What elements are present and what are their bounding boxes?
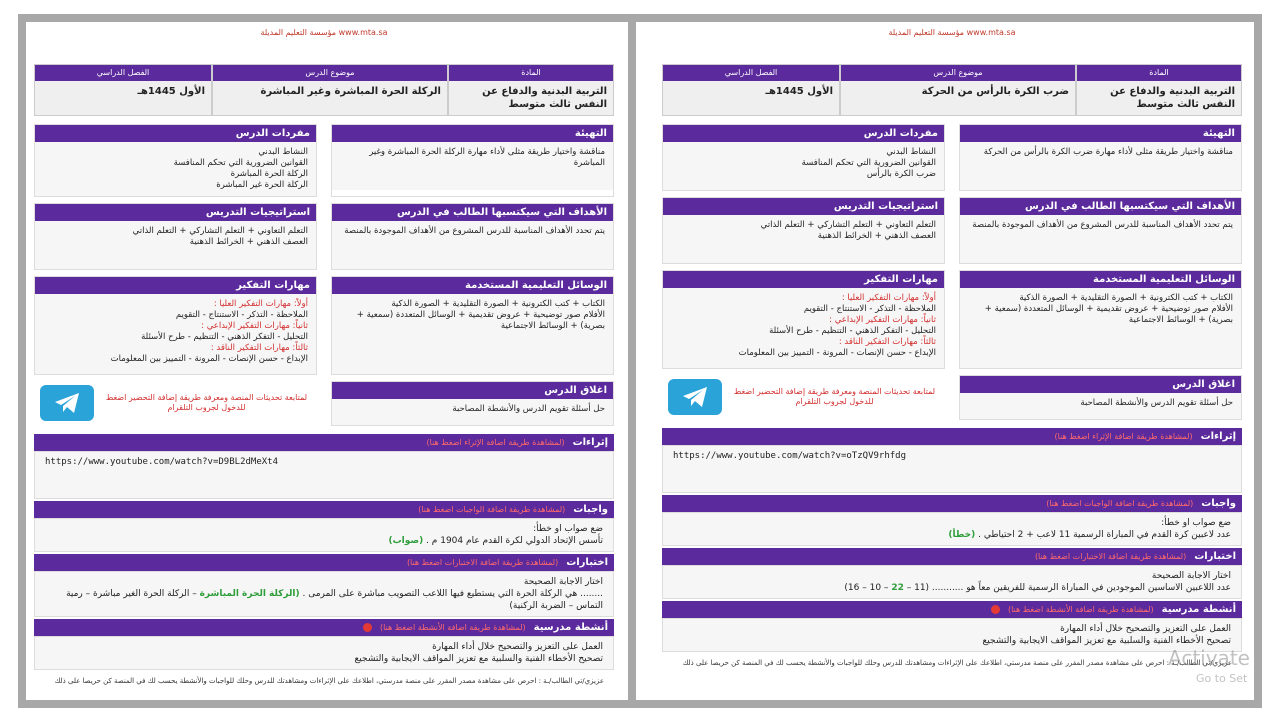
activities-body [34, 636, 614, 670]
card-line: النشاط البدني [886, 147, 936, 157]
activity-line: العمل على التعزيز والتصحيح خلال أداء المهارة [1060, 624, 1231, 634]
meta-head: موضوع الدرس [213, 65, 447, 81]
card-line: ثانياً: مهارات التفكير الإبداعي : [829, 315, 936, 325]
card-line: الأفلام صور توضيحية + عروض تقديمية + الوسائل المتعددة (سمعية + بصرية) + الوسائط الاجتماعية [984, 304, 1233, 325]
homework-body [34, 518, 614, 552]
answer-text: (خطأ) [948, 530, 976, 540]
section-band [34, 501, 614, 518]
card-warmup [331, 124, 614, 197]
question-line [673, 582, 1231, 594]
student-note: عزيزي/تي الطالب/ـة : احرص على مشاهدة مصدر المقرر على منصة مدرستي، اطلاعك على الإثراءات ومشاهدتك للدرس وحلك للواجبات والأنشطة يحسب لك في المنصة كن حريصا على ذلك [54, 677, 604, 685]
card-line: ضرب الكرة بالرأس [866, 169, 936, 179]
card-line: الكتاب + كتب الكترونية + الصورة التقليدية + الصورة الذكية [1019, 293, 1233, 303]
card-closing [959, 375, 1242, 420]
section-hint-link[interactable]: (لمشاهدة طريقة اضافة الاختبارات اضغط هنا) [1034, 552, 1187, 561]
meta-semester [662, 64, 840, 116]
card-warmup [959, 124, 1242, 191]
section-band [34, 554, 614, 571]
activities-section [34, 619, 614, 670]
card-closing [331, 381, 614, 426]
card-line: الكتاب + كتب الكترونية + الصورة التقليدية + الصورة الذكية [391, 299, 605, 309]
card-body [960, 215, 1241, 263]
enrichment-link[interactable]: https://www.youtube.com/watch?v=D9BL2dMeXt4 [34, 451, 614, 499]
section-hint-link[interactable]: (لمشاهدة طريقة اضافة الأنشطة اضغط هنا) [1007, 605, 1154, 614]
telegram-promo[interactable] [34, 381, 317, 425]
page-divider [628, 14, 636, 708]
section-hint-link[interactable]: (لمشاهدة طريقة اضافة الواجبات اضغط هنا) [1046, 499, 1194, 508]
card-body [663, 215, 944, 263]
telegram-icon[interactable] [668, 379, 722, 415]
card-line: التعلم التعاوني + التعلم التشاركي + التعلم الذاتي [760, 220, 936, 230]
card-line: الأفلام صور توضيحية + عروض تقديمية + الوسائل المتعددة (سمعية + بصرية) + الوسائط الاجتماعية [356, 310, 605, 331]
card-body [960, 288, 1241, 368]
lesson-page-right [662, 26, 1242, 694]
card-title: الوسائل التعليمية المستخدمة [332, 277, 613, 294]
section-band [34, 619, 614, 636]
card-title: اغلاق الدرس [332, 382, 613, 399]
question-text: تأسس الإتحاد الدولي لكرة القدم عام 1904 م . [426, 536, 603, 546]
question-options: – 10 – 16) [844, 583, 889, 593]
card-thinking-skills [662, 270, 945, 369]
card-title: استراتيجيات التدريس [663, 198, 944, 215]
meta-value: الأول 1445هـ [35, 81, 211, 115]
section-title: إثراءات [572, 437, 608, 448]
activities-section [662, 601, 1242, 652]
activity-line: العمل على التعزيز والتصحيح خلال أداء المهارة [432, 642, 603, 652]
card-objectives [331, 203, 614, 270]
question-options: – الركلة الحرة الغير مباشرة – رمية التماس – الضربة الركنية) [66, 589, 603, 611]
tests-section [34, 554, 614, 617]
card-line: ثانياً: مهارات التفكير الإبداعي : [201, 321, 308, 331]
card-line: أولاً: مهارات التفكير العليا : [213, 299, 308, 309]
card-line: الملاحظة - التذكر - الاستنتاج - التقويم [175, 310, 308, 320]
card-line: الركلة الحرة غير المباشرة [216, 180, 308, 190]
activities-body [662, 618, 1242, 652]
card-line: التحليل - التفكر الذهني - التنظيم - طرح الأسئلة [769, 326, 936, 336]
card-body [960, 393, 1241, 419]
card-line: مناقشة واختيار طريقة مثلى لأداء مهارة الركلة الحرة المباشرة وغير المباشرة [369, 147, 605, 168]
section-band [662, 428, 1242, 445]
meta-head: المادة [449, 65, 613, 81]
lesson-grid [34, 124, 614, 432]
question-prompt: اختار الاجابة الصحيحة [523, 577, 603, 587]
meta-topic [840, 64, 1076, 116]
card-title: الأهداف التي سيكتسبها الطالب في الدرس [332, 204, 613, 221]
telegram-icon[interactable] [40, 385, 94, 421]
card-line: ثالثاً: مهارات التفكير الناقد : [838, 337, 936, 347]
card-body [332, 221, 613, 269]
student-note: عزيزي/تي الطالب/ـة : احرص على مشاهدة مصدر المقرر على منصة مدرستي، اطلاعك على الإثراءات ومشاهدتك للدرس وحلك للواجبات والأنشطة يحسب لك في المنصة كن حريصا على ذلك [682, 659, 1232, 667]
section-hint-link[interactable]: (لمشاهدة طريقة اضافة الإثراء اضغط هنا) [426, 438, 565, 447]
section-hint-link[interactable]: (لمشاهدة طريقة اضافة الاختبارات اضغط هنا) [406, 558, 559, 567]
site-header[interactable]: www.mta.sa مؤسسة التعليم المديلة [260, 28, 388, 37]
activation-watermark: Activate [1168, 646, 1250, 670]
question-prompt: ضع صواب او خطأ: [533, 524, 603, 534]
card-line: النشاط البدني [258, 147, 308, 157]
card-vocabulary [34, 124, 317, 197]
card-line: العصف الذهني + الخرائط الذهنية [817, 231, 936, 241]
card-body [663, 288, 944, 368]
card-title: اغلاق الدرس [960, 376, 1241, 393]
homework-body [662, 512, 1242, 546]
card-title: مهارات التفكير [35, 277, 316, 294]
question-prompt: اختار الاجابة الصحيحة [1151, 571, 1231, 581]
card-line: الإبداع - حسن الإنصات - المرونة - التمييز بين المعلومات [738, 348, 936, 358]
card-vocabulary [662, 124, 945, 191]
section-title: إثراءات [1200, 431, 1236, 442]
card-tools [331, 276, 614, 375]
activation-watermark-sub: Go to Set [1196, 672, 1248, 685]
answer-text: 22 [891, 583, 904, 593]
card-line: القوانين الضرورية التي تحكم المنافسة [801, 158, 936, 168]
card-tools [959, 270, 1242, 369]
card-title: مفردات الدرس [663, 125, 944, 142]
section-band [662, 548, 1242, 565]
card-line: الركلة الحرة المباشرة [230, 169, 308, 179]
meta-topic [212, 64, 448, 116]
site-header[interactable]: www.mta.sa مؤسسة التعليم المديلة [888, 28, 1016, 37]
lesson-meta [34, 64, 614, 116]
card-objectives [959, 197, 1242, 264]
question-line [673, 529, 1231, 541]
question-line [45, 535, 603, 547]
card-line: حل أسئلة تقويم الدرس والأنشطة المصاحبة [1080, 398, 1233, 408]
section-band [34, 434, 614, 451]
card-line: أولاً: مهارات التفكير العليا : [841, 293, 936, 303]
question-text: عدد لاعبين كرة القدم في المباراة الرسمية 11 لاعب + 2 احتياطي . [978, 530, 1231, 540]
card-title: التهيئة [332, 125, 613, 142]
card-line: يتم تحدد الأهداف المناسبة للدرس المشروع من الأهداف الموجودة بالمنصة [972, 220, 1233, 230]
telegram-text[interactable]: لمتابعة تحديثات المنصة ومعرفة طريقة إضافة التحضير اضغط للدخول لجروب التلقرام [105, 393, 308, 412]
card-thinking-skills [34, 276, 317, 375]
section-hint-link[interactable]: (لمشاهدة طريقة اضافة الإثراء اضغط هنا) [1054, 432, 1193, 441]
card-body [35, 142, 316, 196]
card-title: التهيئة [960, 125, 1241, 142]
meta-head: الفصل الدراسي [35, 65, 211, 81]
card-body [332, 294, 613, 374]
section-title: أنشطة مدرسية [1161, 604, 1236, 615]
section-hint-link[interactable]: (لمشاهدة طريقة اضافة الأنشطة اضغط هنا) [379, 623, 526, 632]
activity-line: تصحيح الأخطاء الفنية والسلبية مع تعزيز المواقف الايجابية والتشجيع [982, 636, 1231, 646]
card-line: حل أسئلة تقويم الدرس والأنشطة المصاحبة [452, 404, 605, 414]
homework-section [662, 495, 1242, 546]
card-title: الوسائل التعليمية المستخدمة [960, 271, 1241, 288]
meta-value: الأول 1445هـ [663, 81, 839, 115]
section-title: أنشطة مدرسية [533, 622, 608, 633]
card-line: الإبداع - حسن الإنصات - المرونة - التمييز بين المعلومات [110, 354, 308, 364]
section-band [662, 601, 1242, 618]
section-hint-link[interactable]: (لمشاهدة طريقة اضافة الواجبات اضغط هنا) [418, 505, 566, 514]
card-line: التعلم التعاوني + التعلم التشاركي + التعلم الذاتي [132, 226, 308, 236]
card-body [332, 142, 613, 190]
card-line: القوانين الضرورية التي تحكم المنافسة [173, 158, 308, 168]
card-body [35, 294, 316, 374]
answer-text: (صواب) [388, 536, 424, 546]
tests-body [34, 571, 614, 617]
card-title: مهارات التفكير [663, 271, 944, 288]
question-text: ........ هي الركلة الحرة التي يستطيع فيها اللاعب التصويب مباشرة على المرمى . [302, 589, 603, 599]
card-line: ثالثاً: مهارات التفكير الناقد : [210, 343, 308, 353]
telegram-promo[interactable] [662, 375, 945, 419]
play-icon[interactable] [363, 623, 372, 632]
card-title: مفردات الدرس [35, 125, 316, 142]
card-line: العصف الذهني + الخرائط الذهنية [189, 237, 308, 247]
homework-section [34, 501, 614, 552]
answer-text: (الركلة الحرة المباشرة [199, 589, 300, 599]
meta-subject [448, 64, 614, 116]
enrichment-section [662, 428, 1242, 493]
section-title: اختبارات [566, 557, 608, 568]
meta-head: المادة [1077, 65, 1241, 81]
telegram-text[interactable]: لمتابعة تحديثات المنصة ومعرفة طريقة إضافة التحضير اضغط للدخول لجروب التلقرام [733, 387, 936, 406]
enrichment-link[interactable]: https://www.youtube.com/watch?v=oTzQV9rhfdg [662, 445, 1242, 493]
question-text: عدد اللاعبين الاساسين الموجودين في المباراة الرسمية للفريقين معاً هو ........... (11 – [906, 583, 1231, 593]
question-line [45, 588, 603, 612]
card-body [35, 221, 316, 269]
section-title: واجبات [1201, 498, 1236, 509]
card-strategies [34, 203, 317, 270]
meta-value: التربية البدنية والدفاع عن النفس ثالث متوسط [449, 81, 613, 115]
card-body [663, 142, 944, 190]
tests-section [662, 548, 1242, 599]
section-title: اختبارات [1194, 551, 1236, 562]
card-title: استراتيجيات التدريس [35, 204, 316, 221]
lesson-page-left [34, 26, 614, 694]
card-line: يتم تحدد الأهداف المناسبة للدرس المشروع من الأهداف الموجودة بالمنصة [344, 226, 605, 236]
card-title: الأهداف التي سيكتسبها الطالب في الدرس [960, 198, 1241, 215]
section-title: واجبات [573, 504, 608, 515]
meta-value: ضرب الكرة بالرأس من الحركة [841, 81, 1075, 115]
card-line: التحليل - التفكر الذهني - التنظيم - طرح الأسئلة [141, 332, 308, 342]
play-icon[interactable] [991, 605, 1000, 614]
section-band [662, 495, 1242, 512]
lesson-grid [662, 124, 1242, 426]
meta-semester [34, 64, 212, 116]
card-line: مناقشة واختيار طريقة مثلى لأداء مهارة ضرب الكرة بالرأس من الحركة [983, 147, 1233, 157]
card-strategies [662, 197, 945, 264]
card-body [960, 142, 1241, 190]
lesson-meta [662, 64, 1242, 116]
meta-value: التربية البدنية والدفاع عن النفس ثالث متوسط [1077, 81, 1241, 115]
meta-value: الركلة الحرة المباشرة وغير المباشرة [213, 81, 447, 115]
meta-head: الفصل الدراسي [663, 65, 839, 81]
meta-subject [1076, 64, 1242, 116]
tests-body [662, 565, 1242, 599]
activity-line: تصحيح الأخطاء الفنية والسلبية مع تعزيز المواقف الايجابية والتشجيع [354, 654, 603, 664]
card-line: الملاحظة - التذكر - الاستنتاج - التقويم [803, 304, 936, 314]
enrichment-section [34, 434, 614, 499]
card-body [332, 399, 613, 425]
meta-head: موضوع الدرس [841, 65, 1075, 81]
question-prompt: ضع صواب او خطأ: [1161, 518, 1231, 528]
